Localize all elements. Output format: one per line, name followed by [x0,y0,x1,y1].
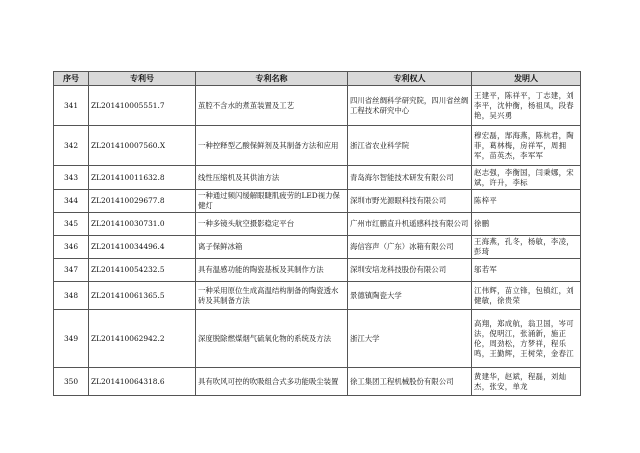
row-inventor: 高翔，郑成航，翁卫国，岑可法，倪明江，张涌新，施正伦，周劲松，方梦祥，程乐鸣，王勤辉，王树荣，金春江 [472,310,581,368]
row-patent-no: ZL201410062942.2 [89,310,196,368]
row-inventor: 江伟辉，苗立锋，包镇红，刘健敏，徐贵荣 [472,282,581,310]
row-inventor: 黄建华，赵斌，程磊，刘灿杰，张安，单龙 [472,368,581,396]
table-row [54,282,581,310]
row-patent-no: ZL201410030731.0 [89,213,196,236]
row-inventor: 陈梓平 [472,190,581,213]
row-seq: 343 [54,166,89,190]
table-row [54,236,581,259]
row-seq: 342 [54,126,89,166]
row-patent-holder: 四川省丝绸科学研究院，四川省丝绸工程技术研究中心 [348,86,472,126]
table-header-row [54,72,581,86]
row-patent-holder: 青岛海尔智能技术研发有限公司 [348,166,472,190]
table-row [54,310,581,368]
table-row [54,126,581,166]
row-patent-holder: 深圳市野光源眼科技有限公司 [348,190,472,213]
header-inventor: 发明人 [472,72,581,86]
row-inventor: 穆宏磊，郜海燕，陈杭君，陶菲，葛林梅，房祥军，周拥军，苗英杰，李军军 [472,126,581,166]
row-patent-name: 一种控释型乙酸保鲜剂及其制备方法和应用 [196,126,348,166]
row-patent-no: ZL201410064318.6 [89,368,196,396]
header-patent-holder: 专利权人 [348,72,472,86]
row-patent-holder: 深圳安培龙科技股份有限公司 [348,259,472,282]
row-inventor: 王建平，陈祥平，丁志建，刘李平，沈仲衡，杨祖凤，段春艳，吴兴勇 [472,86,581,126]
row-patent-name: 深度脱除燃煤烟气硫氧化物的系统及方法 [196,310,348,368]
row-patent-name: 一种采用原位生成高温结构制备的陶瓷透水砖及其制备方法 [196,282,348,310]
row-patent-holder: 广州市红鹏直升机遥感科技有限公司 [348,213,472,236]
row-seq: 350 [54,368,89,396]
header-patent-no: 专利号 [89,72,196,86]
header-patent-name: 专利名称 [196,72,348,86]
row-patent-holder: 浙江大学 [348,310,472,368]
row-seq: 345 [54,213,89,236]
row-inventor: 徐鹏 [472,213,581,236]
row-patent-name: 具有吹风可控的吹吸组合式多功能吸尘装置 [196,368,348,396]
row-patent-no: ZL201410029677.8 [89,190,196,213]
row-inventor: 邬若军 [472,259,581,282]
row-seq: 348 [54,282,89,310]
row-seq: 344 [54,190,89,213]
row-patent-holder: 浙江省农业科学院 [348,126,472,166]
row-patent-no: ZL201410034496.4 [89,236,196,259]
row-seq: 347 [54,259,89,282]
header-seq: 序号 [54,72,89,86]
row-patent-no: ZL201410061365.5 [89,282,196,310]
row-patent-name: 茧腔不含水的煮茧装置及工艺 [196,86,348,126]
table-row [54,166,581,190]
patent-table [53,71,581,396]
row-patent-name: 离子保鲜冰箱 [196,236,348,259]
row-patent-holder: 海信容声（广东）冰箱有限公司 [348,236,472,259]
row-patent-name: 线性压缩机及其供油方法 [196,166,348,190]
row-inventor: 王海燕，孔冬，杨敏，李凌，彭琦 [472,236,581,259]
row-patent-no: ZL201410007560.X [89,126,196,166]
table-row [54,86,581,126]
row-seq: 341 [54,86,89,126]
row-patent-name: 一种多镜头航空摄影稳定平台 [196,213,348,236]
row-seq: 346 [54,236,89,259]
table-row [54,190,581,213]
row-patent-name: 具有温感功能的陶瓷基板及其制作方法 [196,259,348,282]
table-row [54,259,581,282]
row-patent-name: 一种通过频闪缓解眼睫肌疲劳的LED视力保健灯 [196,190,348,213]
row-inventor: 赵志强，李衡国，闫秉娜，宋斌，许升，李标 [472,166,581,190]
row-patent-no: ZL201410005551.7 [89,86,196,126]
row-patent-no: ZL201410054232.5 [89,259,196,282]
row-patent-no: ZL201410011632.8 [89,166,196,190]
row-seq: 349 [54,310,89,368]
row-patent-holder: 徐工集团工程机械股份有限公司 [348,368,472,396]
table-row [54,368,581,396]
row-patent-holder: 景德镇陶瓷大学 [348,282,472,310]
table-row [54,213,581,236]
